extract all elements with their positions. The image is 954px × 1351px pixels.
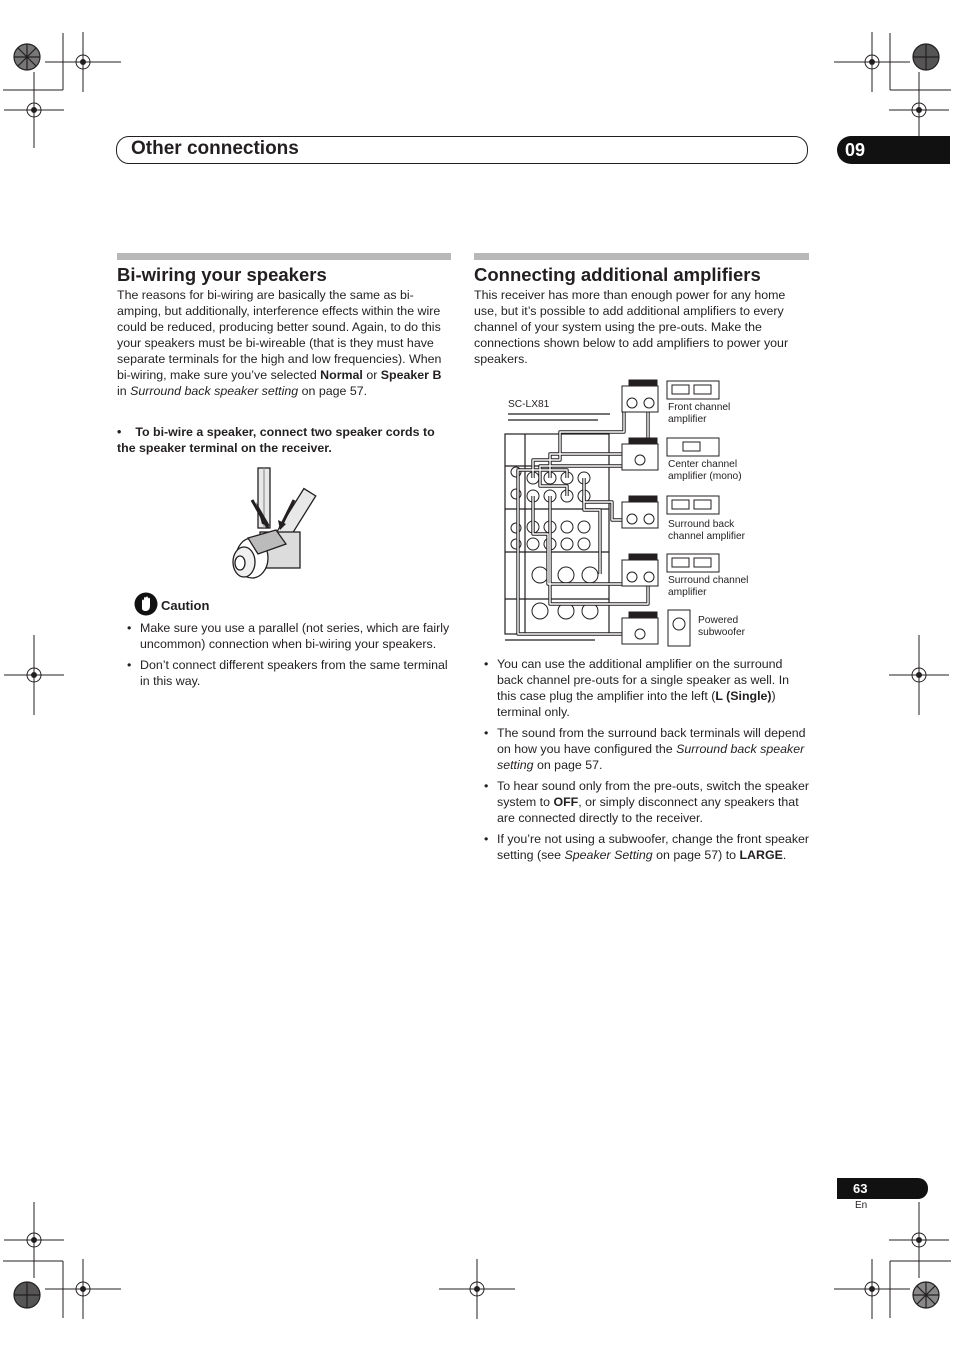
note-item: • The sound from the surround back terminals will depend on how you have configured the Surround back speaker setting on page 57.	[474, 725, 810, 773]
amp-label-surround: Surround channel amplifier	[668, 575, 749, 598]
bi-wiring-step: • To bi-wire a speaker, connect two speaker cords to the speaker terminal on the receiver.	[117, 425, 435, 455]
bi-wiring-intro: The reasons for bi-wiring are basically the same as bi-amping, but additionally, interference effects within the wire could be reduced, producing better sound. Again, to do this your speakers must be bi-wireable (that is they must have separate terminals for the high and low frequencies). When bi-wiring, make sure you’ve selected Normal or Speaker B in Surround back speaker setting on page 57.	[117, 288, 442, 398]
amp-label-surround-back: Surround back channel amplifier	[668, 519, 746, 542]
left-section-rule	[117, 253, 451, 260]
amp-label-front: Front channel amplifier	[668, 402, 731, 425]
page-number: 63	[837, 1178, 928, 1199]
caution-hand-icon	[134, 592, 158, 616]
chapter-number-tab: 09	[837, 136, 950, 164]
caution-item: • Make sure you use a parallel (not series, which are fairly uncommon) connection when bi-wiring your speakers.	[117, 620, 453, 652]
caution-item: • Don’t connect different speakers from the same terminal in this way.	[117, 657, 453, 689]
bi-wiring-heading: Bi-wiring your speakers	[117, 264, 327, 285]
amplifiers-intro: This receiver has more than enough power for any home use, but it’s possible to add additional amplifiers to every channel of your system using the pre-outs. Make the connections shown below to add amplifiers to power your speakers.	[474, 288, 789, 366]
note-item: • If you’re not using a subwoofer, change the front speaker setting (see Speaker Setting on page 57) to LARGE.	[474, 831, 810, 863]
section-title: Other connections	[131, 138, 299, 159]
caution-list	[117, 620, 453, 694]
bi-wire-terminal-illustration	[228, 466, 340, 582]
receiver-model-label: SC-LX81	[508, 399, 550, 410]
language-code: En	[855, 1200, 868, 1211]
caution-title: Caution	[161, 598, 210, 613]
amp-label-subwoofer: Powered subwoofer	[698, 615, 746, 638]
amplifiers-heading: Connecting additional amplifiers	[474, 264, 761, 285]
amplifier-notes	[474, 656, 810, 868]
note-item: • You can use the additional amplifier on the surround back channel pre-outs for a single speaker as well. In this case plug the amplifier into the left (L (Single)) terminal only.	[474, 656, 810, 720]
note-item: • To hear sound only from the pre-outs, switch the speaker system to OFF, or simply disconnect any speakers that are connected directly to the receiver.	[474, 778, 810, 826]
right-section-rule	[474, 253, 809, 260]
amp-label-center: Center channel amplifier (mono)	[668, 459, 742, 482]
